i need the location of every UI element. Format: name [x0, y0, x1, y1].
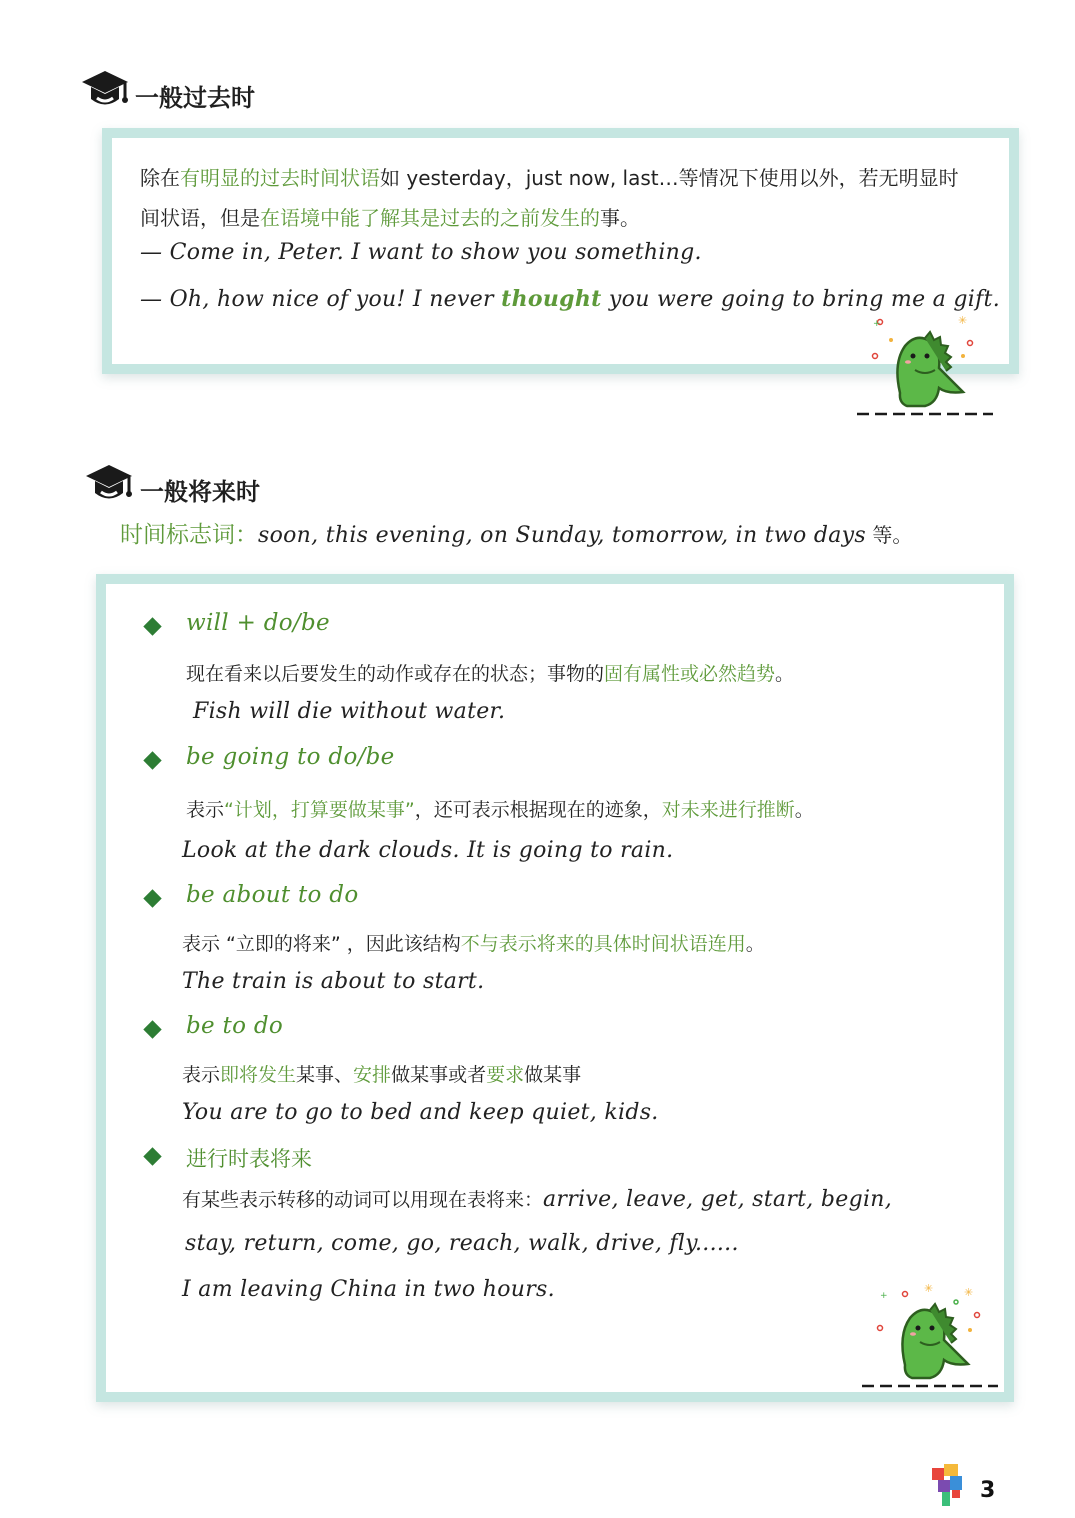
svg-text:✳: ✳	[924, 1282, 934, 1295]
item-desc: 有某些表示转移的动词可以用现在表将来：arrive, leave, get, start, begin,	[182, 1187, 893, 1212]
item-title: be about to do	[186, 882, 359, 908]
signal-words: 时间标志词：soon, this evening, on Sunday, tomorrow, in two days 等。	[120, 522, 913, 548]
highlight: 有明显的过去时间状语	[180, 166, 380, 190]
dinosaur-icon	[860, 1280, 1000, 1390]
item-title: be to do	[186, 1013, 284, 1039]
item-desc: 表示即将发生某事、安排做某事或者要求做某事	[182, 1064, 582, 1086]
page-number: 3	[980, 1478, 996, 1503]
svg-text:+: +	[873, 319, 881, 329]
item-example: The train is about to start.	[182, 969, 485, 994]
highlight: thought	[501, 286, 602, 312]
signal-text: soon, this evening, on Sunday, tomorrow, in two days	[258, 523, 866, 548]
svg-text:✳: ✳	[964, 1286, 974, 1299]
item-example: I am leaving China in two hours.	[182, 1277, 555, 1302]
item-example: Look at the dark clouds. It is going to rain.	[182, 838, 674, 863]
item-desc: 现在看来以后要发生的动作或存在的状态；事物的固有属性或必然趋势。	[186, 663, 795, 685]
item-title: 进行时表将来	[186, 1147, 312, 1171]
dinosaur-icon	[855, 308, 995, 418]
item-title: will + do/be	[186, 610, 330, 636]
past-example-2: — Oh, how nice of you! I never thought you were going to bring me a gift.	[140, 286, 1000, 312]
svg-text:✳: ✳	[958, 314, 968, 327]
item-example: You are to go to bed and keep quiet, kids.	[182, 1100, 659, 1125]
graduation-cap-icon	[84, 462, 134, 504]
item-title: be going to do/be	[186, 744, 395, 770]
past-rule-line-1: 除在有明显的过去时间状语如 yesterday，just now, last…等情况下使用以外，若无明显时	[140, 166, 959, 190]
brand-logo-icon	[928, 1462, 968, 1512]
section-title-past: 一般过去时	[135, 84, 255, 112]
past-rule-line-2: 间状语，但是在语境中能了解其是过去的之前发生的事。	[140, 206, 640, 230]
graduation-cap-icon	[80, 68, 130, 110]
past-example-1: — Come in, Peter. I want to show you something.	[140, 240, 702, 265]
section-title-future: 一般将来时	[140, 478, 260, 506]
item-desc-continued: stay, return, come, go, reach, walk, drive, fly......	[185, 1231, 739, 1256]
item-desc: 表示 “立即的将来” ，因此该结构不与表示将来的具体时间状语连用。	[182, 933, 765, 955]
item-desc: 表示“计划，打算要做某事”，还可表示根据现在的迹象，对未来进行推断。	[186, 799, 814, 821]
signal-label: 时间标志词：	[120, 522, 258, 548]
svg-text:+: +	[880, 1291, 888, 1301]
highlight: 在语境中能了解其是过去的之前发生的	[260, 206, 600, 230]
item-example: Fish will die without water.	[193, 699, 506, 724]
